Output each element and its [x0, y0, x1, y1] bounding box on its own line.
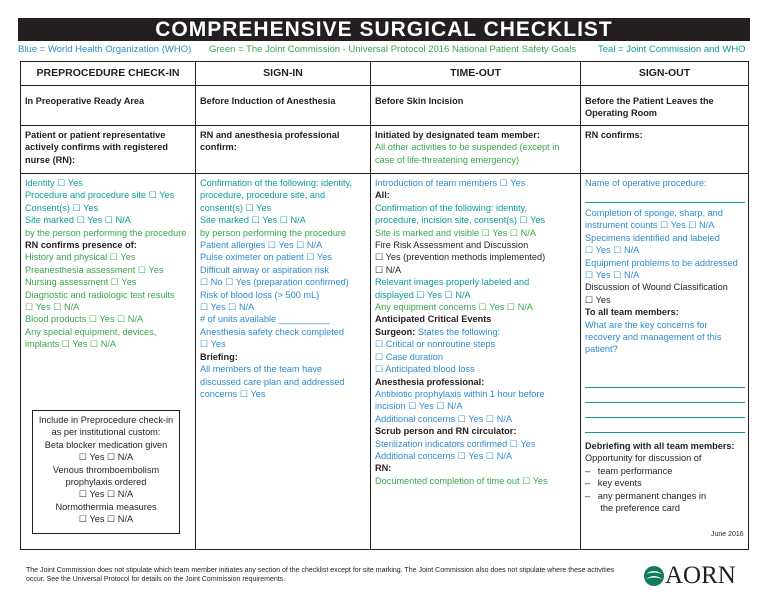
box-line: Venous thromboembolism — [52, 464, 160, 475]
checklist-item: ☐ Yes ☐ N/A — [25, 302, 80, 313]
box-line: Include in Preprocedure check-in — [38, 415, 174, 425]
who-timeout-note: All other activities to be suspended (except in case of life-threatening emergency) — [375, 142, 560, 165]
aorn-logo — [643, 561, 749, 591]
checklist-item: ☐ No ☐ Yes (preparation confirmed) — [200, 277, 349, 288]
checklist-item: Specimens identified and labeled — [585, 232, 720, 243]
checklist-item: procedure, procedure site, and — [200, 190, 326, 201]
legend-green: Green = The Joint Commission - Universal Protocol 2016 National Patient Safety Goals — [209, 44, 577, 55]
checklist-item: Scrub person and RN circulator: — [375, 426, 517, 437]
checklist-item: Patient allergies ☐ Yes ☐ N/A — [200, 240, 323, 251]
box-line: Beta blocker medication given — [44, 439, 168, 450]
checklist-item: Any equipment concerns ☐ Yes ☐ N/A — [375, 302, 533, 313]
checklist-item: What are the key concerns for — [585, 319, 708, 330]
checklist-item: instrument counts ☐ Yes ☐ N/A — [585, 220, 715, 231]
checklist-item: ☐ Case duration — [375, 351, 443, 362]
institutional-custom-box — [32, 410, 180, 534]
checklist-item: consent(s) ☐ Yes — [200, 202, 272, 213]
checklist-item: Documented completion of time out ☐ Yes — [375, 475, 548, 486]
checklist-item: Risk of blood loss (> 500 mL) — [200, 289, 320, 300]
debrief-line: – any permanent changes in — [585, 490, 707, 501]
aorn-logo-icon — [643, 562, 665, 590]
checklist-item: incision ☐ Yes ☐ N/A — [375, 401, 463, 412]
checklist-item: Nursing assessment ☐ Yes — [25, 277, 137, 288]
debrief-title: Debriefing with all team members: — [585, 441, 735, 451]
debrief-block — [585, 440, 748, 514]
checklist-item: Blood products ☐ Yes ☐ N/A — [25, 314, 144, 325]
checklist-item: To all team members: — [585, 307, 679, 318]
checklist-item: by the person performing the procedure — [25, 227, 187, 238]
checklist-item: # of units available __________ — [200, 314, 330, 325]
box-line: prophylaxis ordered — [65, 477, 147, 488]
legend-blue: Blue = World Health Organization (WHO) — [18, 44, 192, 55]
page-title: COMPREHENSIVE SURGICAL CHECKLIST — [18, 18, 750, 41]
who-timeout-block — [375, 129, 579, 166]
checklist-item: Discussion of Wound Classification — [585, 282, 728, 293]
checklist-item: All: — [375, 190, 390, 201]
revision-date: June 2016 — [711, 531, 744, 538]
checklist-item: Identity ☐ Yes — [25, 178, 83, 188]
checklist-item: ☐ N/A — [375, 264, 402, 275]
checklist-item: Preanesthesia assessment ☐ Yes — [25, 264, 164, 275]
checklist-item: Diagnostic and radiologic test results — [25, 289, 175, 300]
box-line: ☐ Yes ☐ N/A — [78, 452, 134, 463]
debrief-line: – team performance — [585, 465, 673, 476]
checklist-item: All members of the team have — [200, 364, 323, 375]
checklist-item: ☐ Yes ☐ N/A — [200, 302, 255, 313]
timing-timeout: Before Skin Incision — [375, 96, 464, 106]
footer-note: The Joint Commission does not stipulate which team member initiates any section of the checklist except for site marking. The Joint Commission also does not stipulate where these activities occur. See the Universal Protocol for details on the Joint Commission requirements. — [26, 567, 615, 583]
who-signout: RN confirms: — [585, 130, 643, 140]
checklist-item: ☐ Critical or nonroutine steps — [375, 339, 496, 350]
who-signin: RN and anesthesia professional confirm: — [200, 130, 340, 153]
checklist-item: recovery and management of this — [585, 332, 722, 343]
timeout-items — [375, 177, 580, 487]
checklist-item: Briefing: — [200, 351, 238, 362]
box-line: ☐ Yes ☐ N/A — [78, 514, 134, 525]
checklist-item: discussed care plan and addressed — [200, 376, 345, 387]
checklist-item: Fire Risk Assessment and Discussion — [375, 240, 529, 251]
checklist-item: History and physical ☐ Yes — [25, 252, 136, 263]
header-timeout: TIME-OUT — [450, 67, 501, 79]
signout-items-a — [585, 177, 750, 189]
checklist-item: Site marked ☐ Yes ☐ N/A — [200, 215, 306, 226]
checklist-item: procedure, incision site, consent(s) ☐ Yes — [375, 215, 546, 226]
header-preprocedure: PREPROCEDURE CHECK-IN — [36, 67, 180, 79]
checklist-item: implants ☐ Yes ☐ N/A — [25, 339, 117, 350]
signin-items — [200, 177, 370, 400]
checklist-item: ☐ Anticipated blood loss — [375, 364, 475, 375]
checklist-item: ☐ Yes — [585, 294, 611, 305]
checklist-item: ☐ Yes ☐ N/A — [585, 245, 640, 256]
preprocedure-items — [25, 177, 195, 351]
checklist-table — [20, 61, 749, 550]
checklist-item: Site marked ☐ Yes ☐ N/A — [25, 215, 131, 226]
checklist-item: Any special equipment, devices, — [25, 326, 157, 337]
checklist-item: Additional concerns ☐ Yes ☐ N/A — [375, 450, 513, 461]
header-signin: SIGN-IN — [263, 67, 303, 79]
checklist-item: Additional concerns ☐ Yes ☐ N/A — [375, 413, 513, 424]
checklist-item: Pulse oximeter on patient ☐ Yes — [200, 252, 332, 263]
header-signout: SIGN-OUT — [638, 67, 691, 79]
checklist-item: Introduction of team members ☐ Yes — [375, 178, 526, 188]
checklist-item: Anesthesia professional: — [375, 376, 485, 387]
checklist-item: RN: — [375, 463, 392, 474]
timing-signout: Before the Patient Leaves the Operating Room — [585, 96, 714, 119]
timing-preprocedure: In Preoperative Ready Area — [25, 96, 145, 106]
checklist-item: Surgeon: States the following: — [375, 326, 501, 337]
aorn-logo-text: AORN — [665, 562, 736, 589]
checklist-item: by person performing the procedure — [200, 227, 347, 238]
checklist-item: RN confirms presence of: — [25, 240, 137, 251]
checklist-item: Confirmation of the following: identity, — [200, 178, 353, 188]
checklist-item: Difficult airway or aspiration risk — [200, 264, 330, 275]
legend-teal: Teal = Joint Commission and WHO — [598, 44, 746, 55]
checklist-item: ☐ Yes ☐ N/A — [585, 270, 640, 281]
checklist-item: concerns ☐ Yes — [200, 388, 266, 399]
debrief-lines — [585, 452, 748, 514]
who-preprocedure: Patient or patient representative actively confirms with registered nurse (RN): — [25, 130, 168, 165]
checklist-item: Procedure and procedure site ☐ Yes — [25, 190, 175, 201]
timing-signin: Before Induction of Anesthesia — [200, 96, 336, 106]
checklist-item: Name of operative procedure: — [585, 178, 707, 188]
checklist-item: Site is marked and visible ☐ Yes ☐ N/A — [375, 227, 536, 238]
checklist-item: patient? — [585, 344, 618, 355]
checklist-item: Anesthesia safety check completed — [200, 326, 345, 337]
who-timeout: Initiated by designated team member: — [375, 130, 540, 140]
checklist-item: Consent(s) ☐ Yes — [25, 202, 99, 213]
checklist-item: Equipment problems to be addressed — [585, 257, 738, 268]
checklist-item: Confirmation of the following: identity, — [375, 202, 528, 213]
signout-items-b — [585, 207, 750, 356]
checklist-item: Anticipated Critical Events — [375, 314, 492, 325]
checklist-item: Relevant images properly labeled and — [375, 277, 530, 288]
checklist-item: Completion of sponge, sharp, and — [585, 208, 723, 218]
box-line: Normothermia measures — [55, 501, 157, 512]
debrief-line: the preference card — [585, 503, 680, 514]
checklist-item: ☐ Yes — [200, 339, 226, 350]
debrief-line: Opportunity for discussion of — [585, 453, 702, 464]
box-line: ☐ Yes ☐ N/A — [78, 489, 134, 500]
checklist-item: Sterilization indicators confirmed ☐ Yes — [375, 438, 536, 449]
box-line: as per institutional custom: — [51, 427, 161, 438]
checklist-item: Antibiotic prophylaxis within 1 hour before — [375, 388, 545, 399]
checklist-item: displayed ☐ Yes ☐ N/A — [375, 289, 471, 300]
checklist-item: ☐ Yes (prevention methods implemented) — [375, 252, 546, 263]
debrief-line: – key events — [585, 478, 642, 489]
